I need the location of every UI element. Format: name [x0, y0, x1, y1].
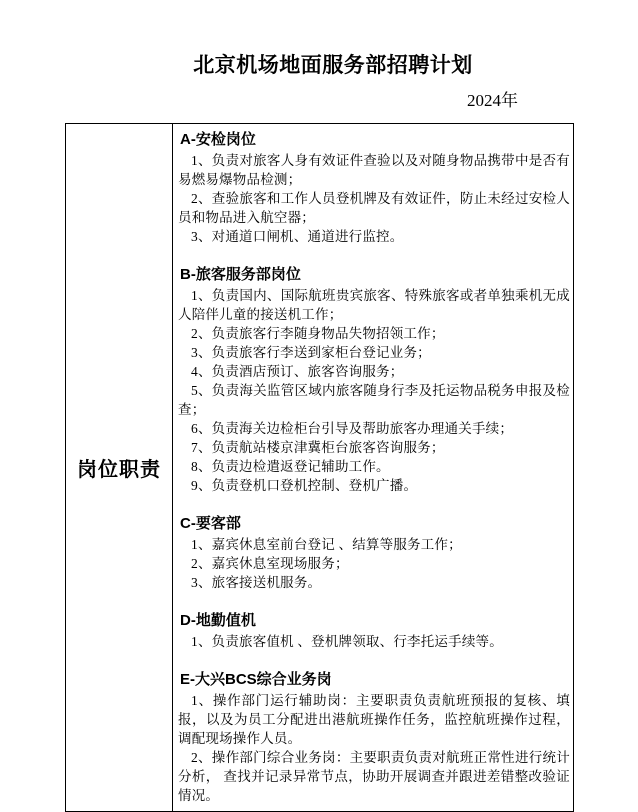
duty-item: 8、负责边检遣返登记辅助工作。 [191, 459, 390, 474]
section-d-ground-checkin [178, 612, 570, 651]
row-header-label: 岗位职责 [77, 459, 161, 481]
duty-item: 2、负责旅客行李随身物品失物招领工作； [191, 326, 445, 341]
duty-item: 7、负责航站楼京津冀柜台旅客咨询服务； [191, 440, 445, 455]
responsibilities-content-cell [173, 124, 573, 811]
duty-item: 9、负责登机口登机控制、登机广播。 [191, 478, 418, 493]
section-heading-e: E-大兴BCS综合业务岗 [180, 671, 332, 688]
duty-item: 6、负责海关边检柜台引导及帮助旅客办理通关手续； [191, 421, 514, 436]
duty-item: 1、操作部门运行辅助岗：主要职责负责航班预报的复核、填报，以及为员工分配进出港航班操作任务，监控航班操作过程，调配现场操作人员。 [178, 693, 570, 746]
section-e-daxing-bcs [178, 671, 570, 805]
section-c-vip-department [178, 515, 570, 592]
section-b-passenger-service [178, 266, 570, 495]
duty-item: 2、嘉宾休息室现场服务； [191, 556, 349, 571]
section-heading-d: D-地勤值机 [180, 612, 256, 629]
duty-item: 3、负责旅客行李送到家柜台登记业务； [191, 345, 431, 360]
duty-item: 2、查验旅客和工作人员登机牌及有效证件，防止未经过安检人员和物品进入航空器； [178, 191, 570, 225]
duty-item: 5、负责海关监管区域内旅客随身行李及托运物品税务申报及检查； [178, 383, 570, 417]
duty-item: 4、负责酒店预订、旅客咨询服务； [191, 364, 404, 379]
duty-item: 3、旅客接送机服务。 [191, 575, 322, 590]
duty-item: 1、负责国内、国际航班贵宾旅客、特殊旅客或者单独乘机无成人陪伴儿童的接送机工作； [178, 288, 570, 322]
duty-item: 2、操作部门综合业务岗：主要职责负责对航班正常性进行统计分析， 查找并记录异常节点，协助开展调查并跟进差错整改验证情况。 [178, 750, 570, 803]
page-title: 北京机场地面服务部招聘计划 [193, 54, 473, 77]
section-heading-b: B-旅客服务部岗位 [180, 266, 301, 283]
duty-item: 3、对通道口闸机、通道进行监控。 [191, 229, 404, 244]
duty-item: 1、嘉宾休息室前台登记 、结算等服务工作； [191, 537, 462, 552]
section-heading-a: A-安检岗位 [180, 131, 256, 148]
row-header-cell [66, 124, 173, 811]
duty-item: 1、负责对旅客人身有效证件查验以及对随身物品携带中是否有易燃易爆物品检测； [178, 153, 570, 187]
responsibilities-table [65, 123, 574, 812]
section-heading-c: C-要客部 [180, 515, 241, 532]
section-a-security-post [178, 131, 570, 246]
document-year-label: 2024年 [467, 91, 518, 110]
duty-item: 1、负责旅客值机 、登机牌领取、行李托运手续等。 [191, 634, 503, 649]
